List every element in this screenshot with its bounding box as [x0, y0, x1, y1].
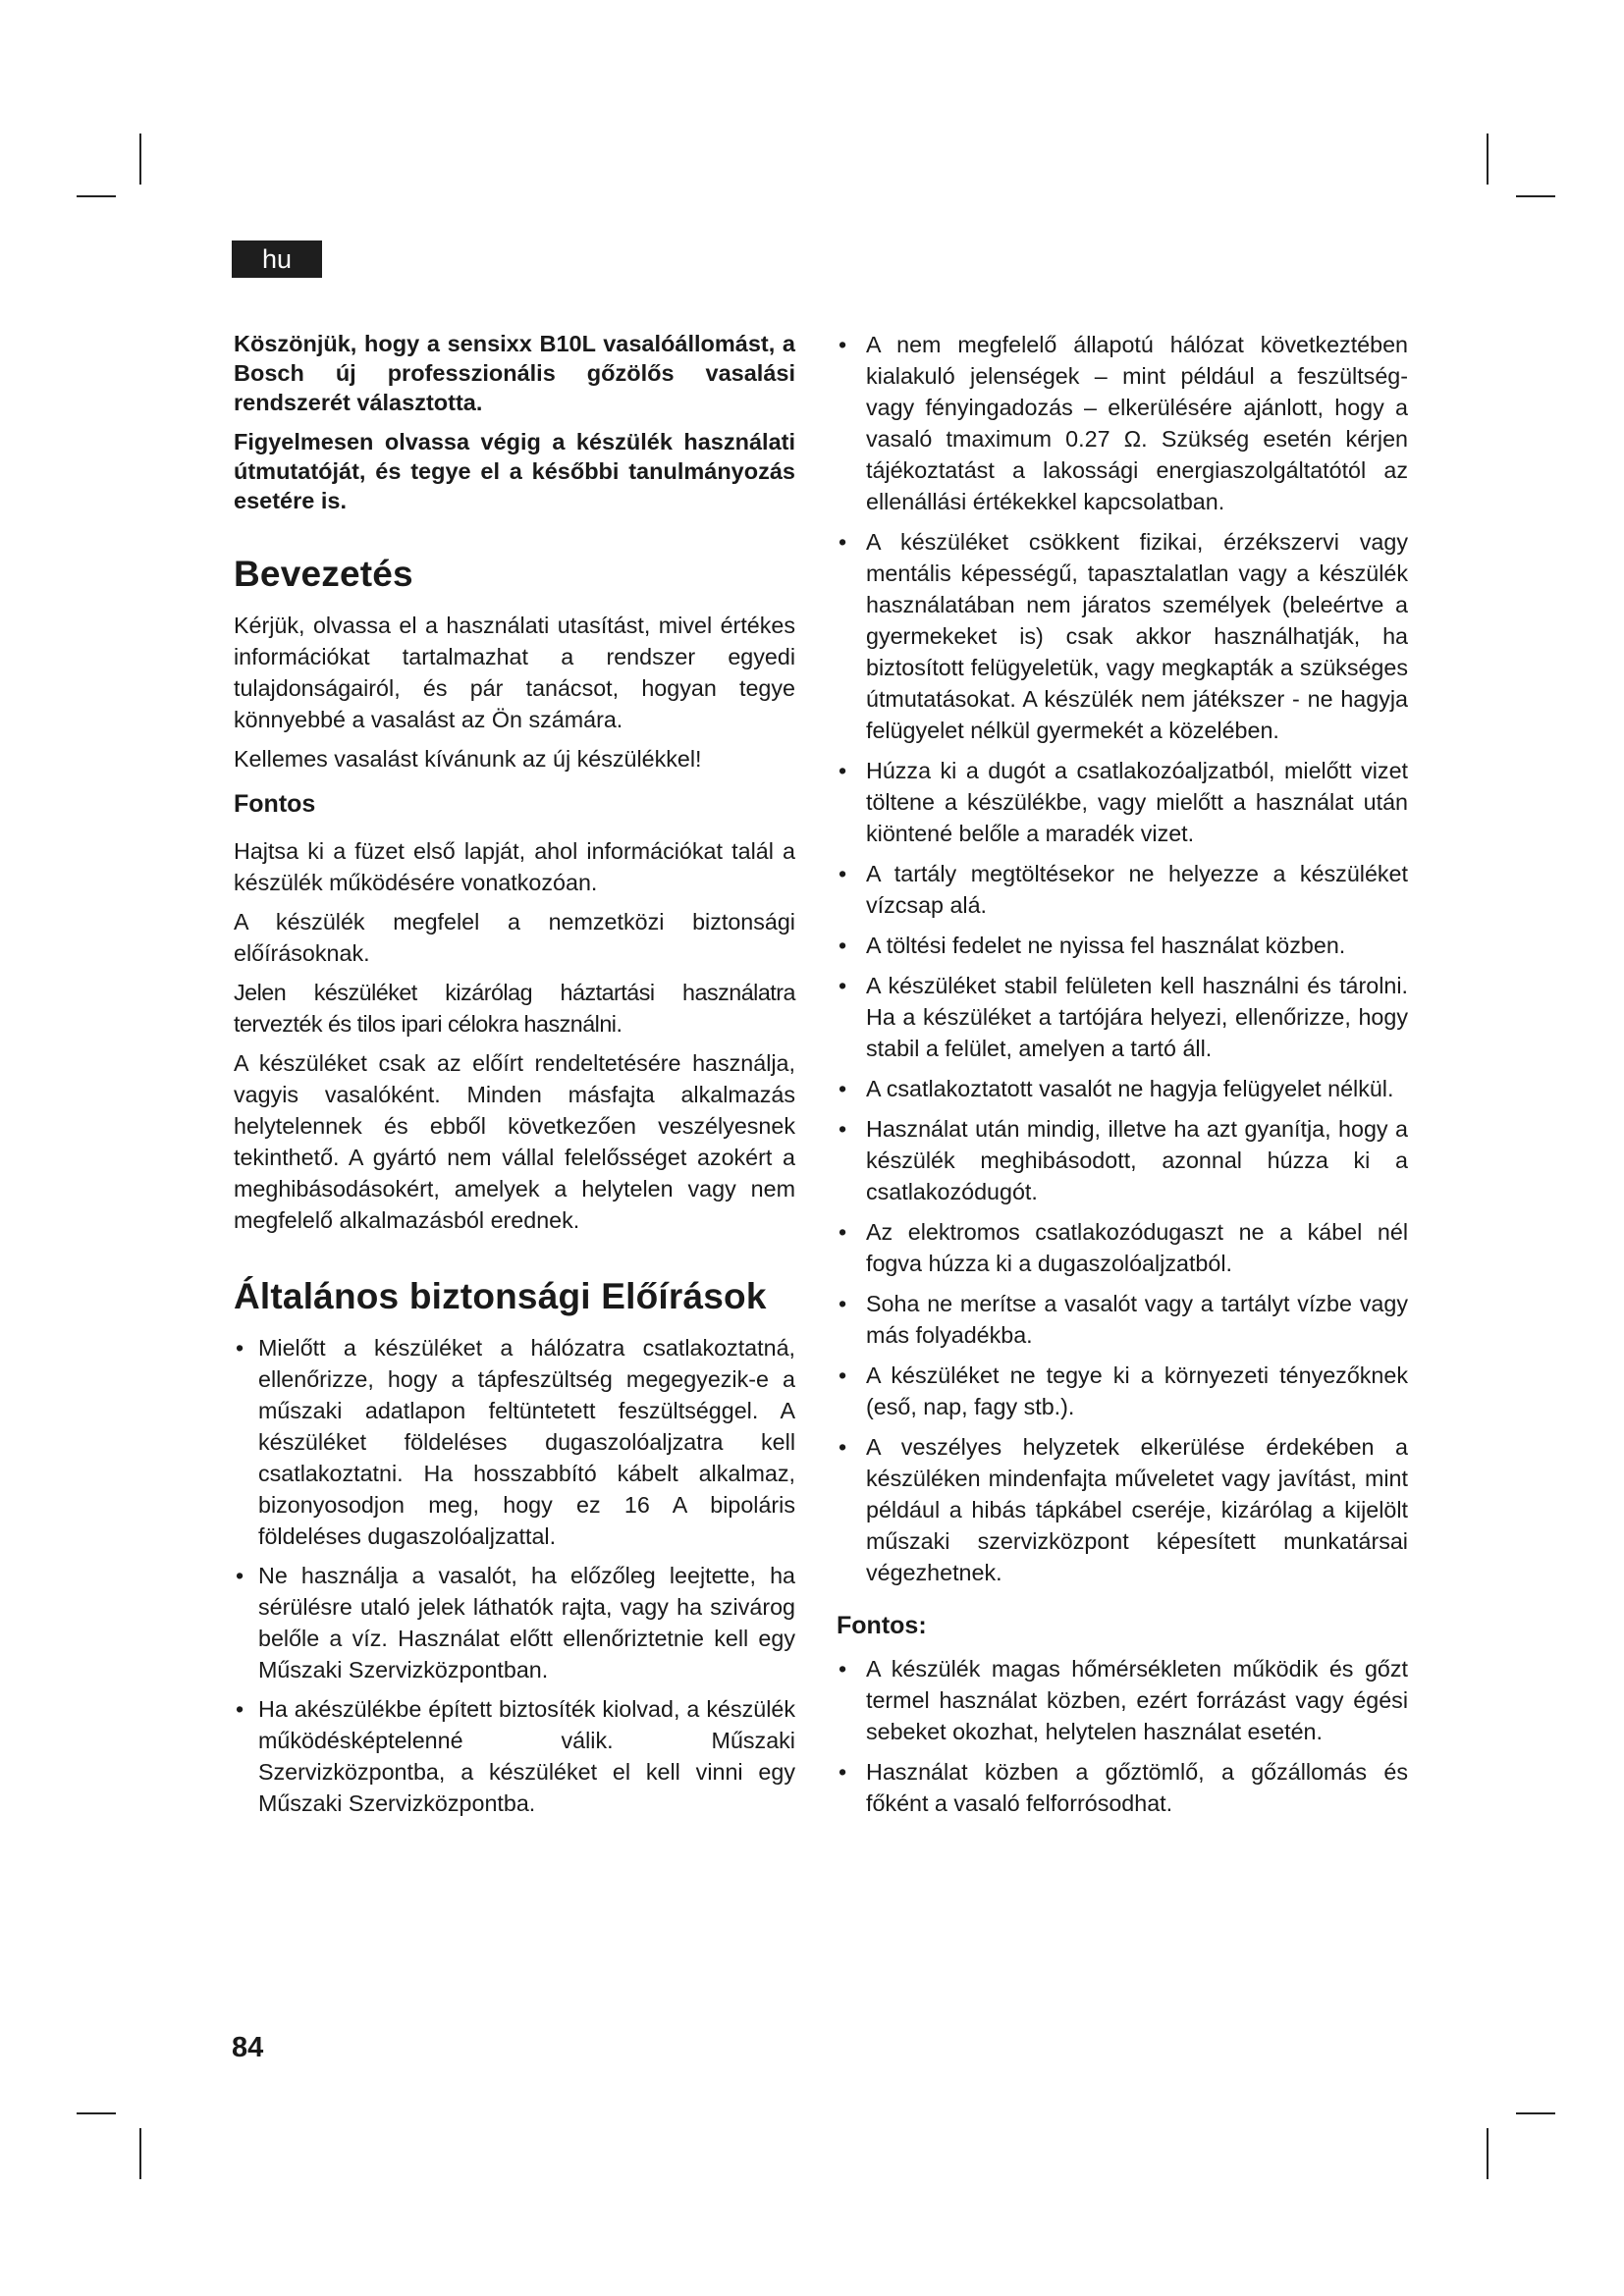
list-item-text: A tartály megtöltésekor ne helyezze a készüléket vízcsap alá.	[866, 861, 1408, 918]
list-item-text: A csatlakoztatott vasalót ne hagyja felügyelet nélkül.	[866, 1076, 1394, 1101]
list-item	[837, 1113, 1408, 1207]
bullet: •	[839, 1759, 847, 1785]
list-item	[837, 858, 1408, 921]
list-item	[837, 1288, 1408, 1351]
list-item-text: Használat után mindig, illetve ha azt gyanítja, hogy a készülék meghibásodott, azonnal húzza ki a csatlakozódugót.	[866, 1116, 1408, 1204]
list-item-text: Mielőtt a készüléket a hálózatra csatlakoztatná, ellenőrizze, hogy a tápfeszültség megegyezik-e a műszaki adatlapon feltüntetett feszültséggel. A készüléket földeléses dugaszolóaljzatra kell csatlakoztatni. Ha hosszabbító kábelt alkalmaz, bizonyosodjon meg, hogy ez 16 A bipoláris földeléses dugaszolóaljzattal.	[258, 1335, 795, 1549]
bullet: •	[839, 1116, 847, 1142]
list-item-text: Ha akészülékbe épített biztosíték kiolvad, a készülék működésképtelenné válik. Műszaki Szervizközpontba, a készüléket el kell vinni egy Műszaki Szervizközpontba.	[258, 1696, 795, 1816]
list-item-text: A nem megfelelő állapotú hálózat következtében kialakuló jelenségek – mint például a feszültség- vagy fényingadozás – elkerülésére ajánlott, hogy a vasaló tmaximum 0.27 Ω. Szükség esetén kérjen tájékoztatást a lakossági energiaszolgáltatótól az ellenállási értékekkel kapcsolatban.	[866, 332, 1408, 514]
bullet: •	[839, 1219, 847, 1245]
list-item-text: A veszélyes helyzetek elkerülése érdekében a készüléken mindenfajta műveletet vagy javítást, mint például a hibás tápkábel cseréje, kizárólag a kijelölt műszaki szervizközpont képesített munkatársai végezhetnek.	[866, 1434, 1408, 1585]
list-item-text: A készüléket stabil felületen kell használni és tárolni. Ha a készüléket a tartójára helyezi, ellenőrizze, hogy stabil a felület, amelyen a tartó áll.	[866, 973, 1408, 1061]
fontos-paragraph: Jelen készüléket kizárólag háztartási használatra tervezték és tilos ipari célokra használni.	[234, 980, 795, 1037]
list-item	[837, 1431, 1408, 1588]
bevezetes-paragraph: Kérjük, olvassa el a használati utasítást, mivel értékes információkat tartalmazhat a rendszer egyedi tulajdonságairól, és pár tanácsot, hogyan tegye könnyebbé a vasalást az Ön számára.	[234, 613, 795, 732]
list-item-text: A töltési fedelet ne nyissa fel használat közben.	[866, 933, 1346, 958]
left-column	[234, 329, 795, 1827]
intro-paragraph-1: Köszönjük, hogy a sensixx B10L vasalóállomást, a Bosch új professzionális gőzölős vasalási rendszerét választotta.	[234, 331, 795, 415]
list-item-text: Húzza ki a dugót a csatlakozóaljzatból, mielőtt vizet töltene a készülékbe, vagy mielőtt a használat után kiöntené belőle a maradék vizet.	[866, 758, 1408, 846]
subheading-fontos: Fontos	[234, 790, 316, 818]
bullet: •	[839, 1656, 847, 1682]
list-item	[837, 755, 1408, 849]
safety-list-left	[234, 1332, 795, 1819]
list-item	[837, 1653, 1408, 1747]
list-item	[837, 970, 1408, 1064]
bullet: •	[839, 1434, 847, 1460]
crop-mark-top-left-vertical	[139, 133, 141, 185]
bullet: •	[236, 1563, 244, 1588]
fontos-paragraph: A készülék megfelel a nemzetközi biztonsági előírásoknak.	[234, 909, 795, 966]
bullet: •	[839, 933, 847, 958]
bullet: •	[839, 1362, 847, 1388]
right-column	[837, 329, 1408, 1828]
bullet: •	[236, 1335, 244, 1361]
crop-mark-bottom-right-vertical	[1487, 2128, 1489, 2179]
list-item	[837, 1073, 1408, 1104]
list-item	[837, 1360, 1408, 1422]
list-item	[837, 526, 1408, 746]
list-item	[837, 1216, 1408, 1279]
section-heading-altalanos: Általános biztonsági Előírások	[234, 1276, 767, 1316]
list-item	[234, 1560, 795, 1685]
crop-mark-top-left-horizontal	[77, 195, 116, 197]
section-heading-bevezetes: Bevezetés	[234, 554, 413, 594]
list-item	[837, 930, 1408, 961]
list-item-text: Ne használja a vasalót, ha előzőleg leejtette, ha sérülésre utaló jelek láthatók rajta, vagy ha szivárog belőle a víz. Használat előtt ellenőriztetnie kell egy Műszaki Szervizközpontban.	[258, 1563, 795, 1682]
crop-mark-bottom-left-horizontal	[77, 2112, 116, 2114]
language-tab: hu	[232, 240, 322, 278]
bullet: •	[839, 861, 847, 886]
crop-mark-bottom-left-vertical	[139, 2128, 141, 2179]
list-item	[837, 329, 1408, 517]
fontos-paragraph: Hajtsa ki a füzet első lapját, ahol információkat talál a készülék működésére vonatkozóan.	[234, 838, 795, 895]
list-item	[234, 1332, 795, 1552]
fontos-paragraph: A készüléket csak az előírt rendeltetésére használja, vagyis vasalóként. Minden másfajta alkalmazás helytelennek és ebből következően veszélyesnek tekinthető. A gyártó nem vállal felelősséget azokért a meghibásodásokért, amelyek a helytelen vagy nem megfelelő alkalmazásból erednek.	[234, 1050, 795, 1233]
list-item-text: Használat közben a gőztömlő, a gőzállomás és főként a vasaló felforrósodhat.	[866, 1759, 1408, 1816]
bullet: •	[839, 332, 847, 357]
safety-list-right	[837, 329, 1408, 1588]
bullet: •	[839, 973, 847, 998]
list-item-text: Az elektromos csatlakozódugaszt ne a kábel nél fogva húzza ki a dugaszolóaljzatból.	[866, 1219, 1408, 1276]
list-item-text: A készüléket ne tegye ki a környezeti tényezőknek (eső, nap, fagy stb.).	[866, 1362, 1408, 1419]
crop-mark-top-right-vertical	[1487, 133, 1489, 185]
crop-mark-top-right-horizontal	[1516, 195, 1555, 197]
bullet: •	[839, 529, 847, 555]
crop-mark-bottom-right-horizontal	[1516, 2112, 1555, 2114]
page-number: 84	[232, 2032, 264, 2063]
intro-paragraph-2: Figyelmesen olvassa végig a készülék használati útmutatóját, és tegye el a későbbi tanulmányozás esetére is.	[234, 429, 795, 513]
list-item-text: A készülék magas hőmérsékleten működik és gőzt termel használat közben, ezért forrázást vagy égési sebeket okozhat, helytelen használat esetén.	[866, 1656, 1408, 1744]
list-item	[837, 1756, 1408, 1819]
list-item	[234, 1693, 795, 1819]
subheading-fontos-2: Fontos:	[837, 1612, 927, 1639]
fontos-list	[837, 1653, 1408, 1819]
bullet: •	[839, 1291, 847, 1316]
bullet: •	[236, 1696, 244, 1722]
bevezetes-paragraph: Kellemes vasalást kívánunk az új készülékkel!	[234, 746, 702, 772]
bullet: •	[839, 758, 847, 783]
list-item-text: A készüléket csökkent fizikai, érzékszervi vagy mentális képességű, tapasztalatlan vagy a készülék használatában nem járatos személyek (beleértve a gyermekeket is) csak akkor használhatják, ha biztosított felügyeletük, vagy megkapták a szükséges útmutatásokat. A készülék nem játékszer - ne hagyja felügyelet nélkül gyermekét a közelében.	[866, 529, 1408, 743]
bullet: •	[839, 1076, 847, 1101]
list-item-text: Soha ne merítse a vasalót vagy a tartályt vízbe vagy más folyadékba.	[866, 1291, 1408, 1348]
